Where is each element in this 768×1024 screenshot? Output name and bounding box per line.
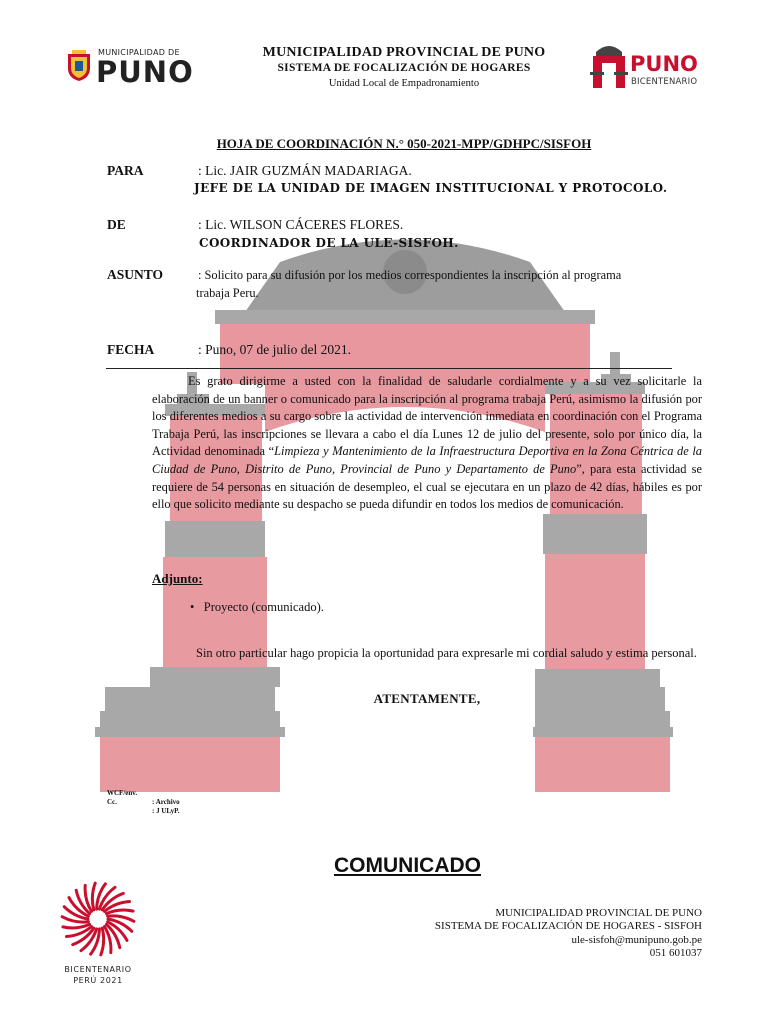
- attachment-item-label: Proyecto (comunicado).: [203, 600, 324, 614]
- fecha-value: : Puno, 07 de julio del 2021.: [198, 342, 351, 357]
- puno-bicentenario-logo: [590, 40, 720, 92]
- bicentenario-label: BICENTENARIO: [64, 965, 132, 974]
- activity-name: Limpieza y Mantenimiento de la Infraestructura Deportiva en la Zona Céntrica de la Ciudad de Puno, Distrito de Puno, Provincial de Puno y Departamento de Puno: [152, 444, 702, 476]
- de-role: COORDINADOR DE LA ULE-SISFOH.: [199, 236, 459, 250]
- footer-phone: 051 601037: [649, 947, 702, 959]
- footer-system: SISTEMA DE FOCALIZACIÓN DE HOGARES - SISFOH: [434, 920, 702, 932]
- de-name: : Lic. WILSON CÁCERES FLORES.: [198, 217, 404, 232]
- municipalidad-logo: [66, 46, 194, 88]
- body-text-part1: Es grato dirigirme a usted con la finalidad de saludarle cordialmente y a su vez solicitarle la elaboración de un banner o comunicado para la inscripción al programa trabaja Perú, asimismo la difusión por los diferentes medios a su cargo sobre la actividad de intervención inmediata en coordinación con el Programa Trabaja Perú, las inscripciones se llevara a cabo el día Lunes 12 de julio del presente, solo por único día, la Actividad denominada “: [152, 374, 702, 459]
- separator-line: [106, 368, 672, 369]
- footer-institution: MUNICIPALIDAD PROVINCIAL DE PUNO: [495, 907, 702, 919]
- asunto-line1: : Solicito para su difusión por los medios correspondientes la inscripción al programa: [198, 268, 622, 282]
- attachment-item: [190, 600, 324, 615]
- para-role: JEFE DE LA UNIDAD DE IMAGEN INSTITUCIONAL Y PROTOCOLO.: [194, 181, 668, 195]
- header-system: SISTEMA DE FOCALIZACIÓN DE HOGARES: [277, 62, 531, 74]
- closing-paragraph: Sin otro particular hago propicia la oportunidad para expresarle mi cordial saludo y estima personal.: [196, 646, 697, 660]
- bicentenario-sun-icon: [58, 875, 138, 963]
- document-title: HOJA DE COORDINACIÓN N.° 050-2021-MPP/GDHPC/SISFOH: [216, 136, 592, 151]
- body-text-part2: ”, para esta actividad se requiere de 54 personas en situación de desempleo, el cual se ejecutara en un plazo de 42 días, hábiles es por ello que solicito mediante su despacho se pueda difundir en todos los medios de comunicación.: [152, 461, 702, 512]
- ref-cc-label: Cc.: [107, 798, 117, 806]
- ref-cc-archivo: : Archivo: [152, 798, 180, 806]
- header-unit: Unidad Local de Empadronamiento: [328, 78, 480, 89]
- adjunto-label: Adjunto:: [152, 571, 203, 586]
- sign-off: ATENTAMENTE,: [373, 691, 481, 706]
- para-name: : Lic. JAIR GUZMÁN MADARIAGA.: [198, 163, 412, 178]
- comunicado-heading: COMUNICADO: [334, 854, 481, 877]
- header-institution: MUNICIPALIDAD PROVINCIAL DE PUNO: [262, 45, 546, 60]
- bicentenario-year: PERÚ 2021: [73, 976, 123, 985]
- asunto-line2: trabaja Peru.: [196, 286, 259, 300]
- logo-right-title: PUNO: [630, 52, 698, 76]
- body-paragraph: [152, 373, 702, 514]
- coat-of-arms-icon: [66, 50, 92, 82]
- logo-left-title: PUNO: [96, 55, 194, 89]
- footer-email: ule-sisfoh@munipuno.gob.pe: [571, 934, 702, 946]
- bicentenario-logo: [58, 875, 138, 987]
- de-label: DE: [107, 217, 126, 232]
- logo-left-subtitle: MUNICIPALIDAD DE: [98, 48, 180, 57]
- bullet-icon: •: [190, 600, 204, 614]
- ref-cc-ulyp: : J ULyP.: [152, 807, 180, 815]
- para-label: PARA: [107, 163, 144, 178]
- logo-right-subtitle: BICENTENARIO: [631, 77, 698, 87]
- asunto-label: ASUNTO: [107, 267, 164, 282]
- ref-initials: WCF/env.: [107, 789, 138, 797]
- fecha-label: FECHA: [107, 342, 155, 357]
